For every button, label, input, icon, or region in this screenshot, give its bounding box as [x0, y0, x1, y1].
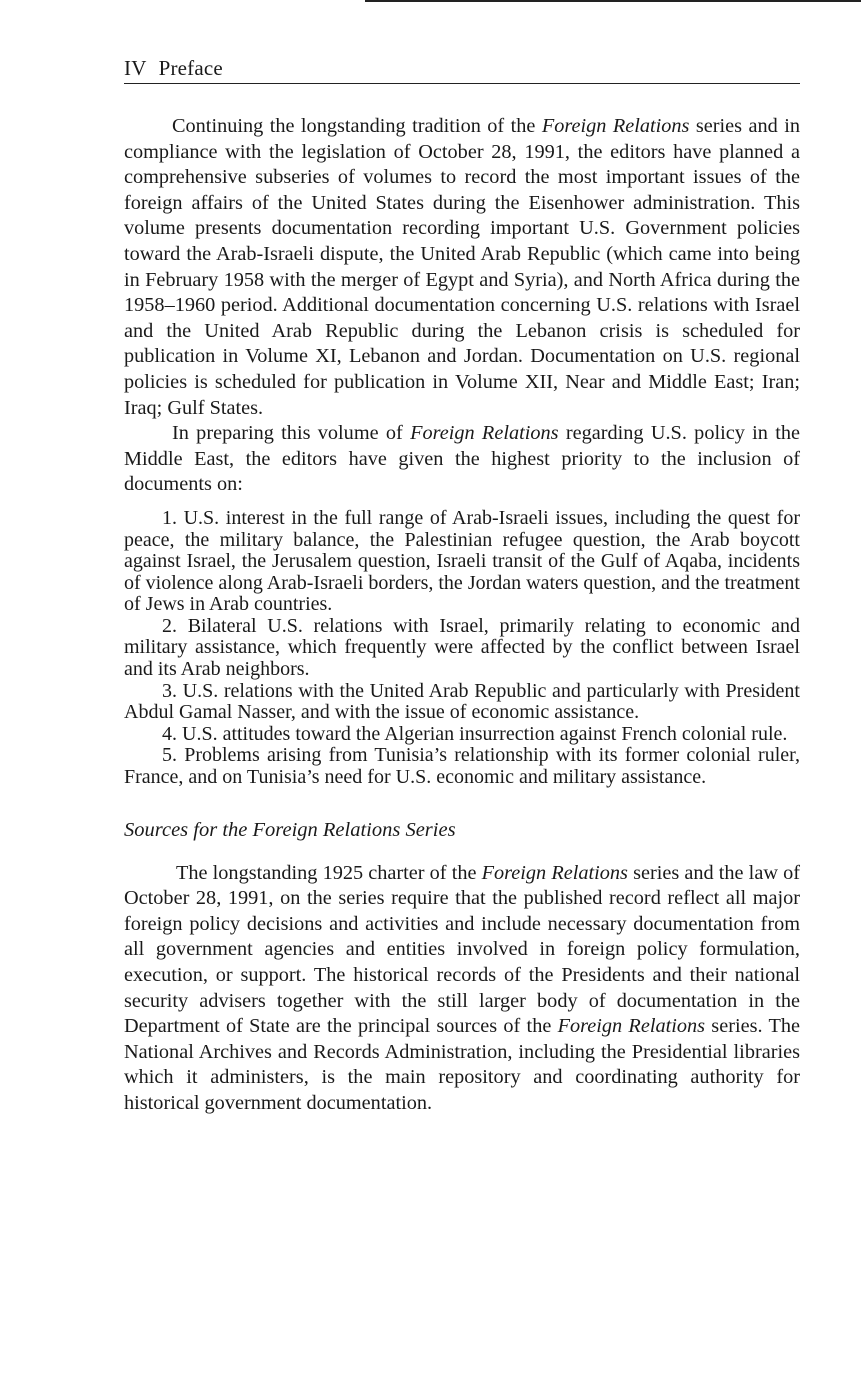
priority-list — [124, 508, 800, 789]
sources-text-c: series. The National Archives and Records Administration, including the Presidential libraries which it administers, is the main repository and coordinating authority for historical government documentation. — [124, 1015, 800, 1114]
sources-series-title-2: Foreign Relations — [557, 1015, 706, 1038]
list-item: 3. U.S. relations with the United Arab Republic and particularly with President Abdul Gamal Nasser, and with the issue of economic assistance. — [124, 679, 800, 724]
paragraph-1-series-title: Foreign Relations — [541, 115, 690, 137]
list-item: 1. U.S. interest in the full range of Arab-Israeli issues, including the quest for peace, the military balance, the Palestinian refugee question, the Arab boycott against Israel, the Jerusalem question, Israeli transit of the Gulf of Aqaba, incidents of violence along Arab-Israeli borders, the Jordan waters question, and the treatment of Jews in Arab countries. — [124, 506, 800, 616]
list-item: 4. U.S. attitudes toward the Algerian insurrection against French colonial rule. — [162, 722, 788, 745]
sources-text-a: The longstanding 1925 charter of the — [176, 861, 482, 884]
paragraph-continuing-tradition — [124, 114, 800, 421]
paragraph-charter — [124, 861, 800, 1117]
paragraph-1-text-b: series and in compliance with the legislation of October 28, 1991, the editors have planned a comprehensive subseries of volumes to record the most important issues of the foreign affairs of the United States during the Eisenhower administration. This volume presents documentation recording important U.S. Government policies toward the Arab-Israeli dispute, the United Arab Republic (which came into being in February 1958 with the merger of Egypt and Syria), and North Africa during the 1958–1960 period. Additional documentation concerning U.S. relations with Israel and the United Arab Republic during the Lebanon crisis is scheduled for publication in Volume XI, Lebanon and Jordan. Documentation on U.S. regional policies is scheduled for publication in Volume XII, Near and Middle East; Iran; Iraq; Gulf States. — [124, 115, 800, 419]
sources-series-title-1: Foreign Relations — [481, 861, 628, 884]
top-edge-rule — [365, 0, 861, 2]
paragraph-1-text-a: Continuing the longstanding tradition of the — [172, 115, 542, 137]
running-title: Preface — [158, 56, 223, 80]
page-number: IV — [124, 56, 147, 80]
sources-section-body — [124, 861, 800, 1117]
paragraph-2-text-b: regarding U.S. policy in the Middle East, the editors have given the highest priority to the inclusion of documents on: — [124, 422, 800, 496]
paragraph-2-text-a: In preparing this volume of — [172, 422, 411, 445]
running-head — [124, 55, 800, 84]
paragraph-preparing-volume — [124, 421, 800, 498]
sources-text-b: series and the law of October 28, 1991, on the series require that the published record reflect all major foreign policy decisions and activities and include necessary documentation from all government agencies and entities involved in foreign policy formulation, execution, or support. The historical records of the Presidents and their national security advisers together with the still larger body of documentation in the Department of State are the principal sources of the — [124, 861, 800, 1038]
preface-body — [124, 114, 800, 498]
section-heading-sources: Sources for the Foreign Relations Series — [124, 818, 456, 841]
paragraph-2-series-title: Foreign Relations — [410, 422, 559, 445]
book-page — [124, 55, 800, 1117]
list-item: 5. Problems arising from Tunisia’s relationship with its former colonial ruler, France, and on Tunisia’s need for U.S. economic and military assistance. — [124, 744, 800, 789]
list-item: 2. Bilateral U.S. relations with Israel, primarily relating to economic and military assistance, which frequently were affected by the conflict between Israel and its Arab neighbors. — [124, 614, 800, 681]
